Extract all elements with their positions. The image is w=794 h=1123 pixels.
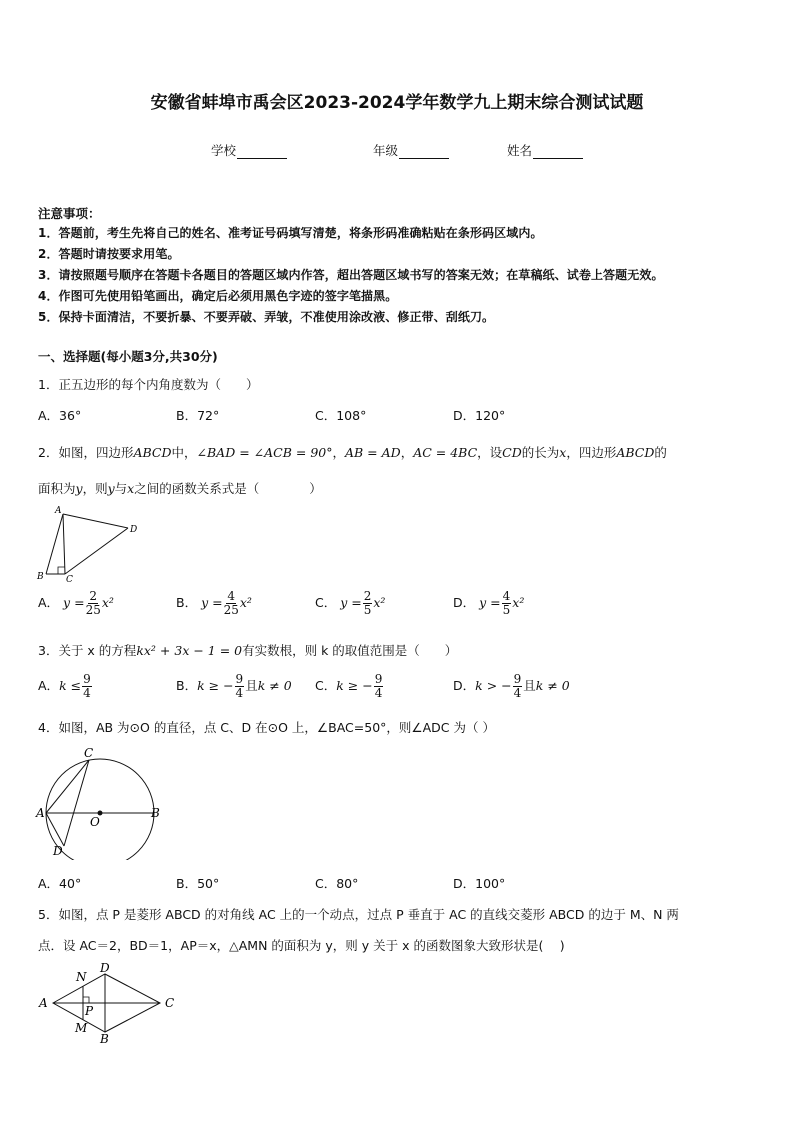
q4-option-c[interactable]: C．80°: [315, 876, 359, 891]
q2-label-c: C: [66, 575, 73, 584]
q3-text: 且: [245, 678, 258, 693]
q3-text: 且: [523, 678, 536, 693]
q2-edge-dc: [65, 528, 128, 574]
q5-right-angle-mark: [83, 997, 89, 1003]
q4-stem: 4．如图，AB 为⊙O 的直径，点 C、D 在⊙O 上，∠BAC=50°，则∠ADC 为（ ）: [38, 720, 495, 735]
option-letter: D．: [453, 678, 476, 693]
q2-opt-rhs: x²: [512, 595, 525, 610]
q4-label-d: D: [53, 844, 63, 858]
q2-text: ，四边形: [566, 445, 617, 460]
q1-option-a[interactable]: A．36°: [38, 408, 82, 423]
q2-edge-ab: [46, 514, 63, 574]
q5-label-p: P: [85, 1004, 94, 1018]
note-item: 3．请按照题号顺序在答题卡各题目的答题区域内作答，超出答题区域书写的答案无效；在草稿纸、试卷上答题无效。: [38, 268, 664, 282]
option-letter: B．: [176, 678, 198, 693]
q3-text: 有实数根，则 k 的取值范围是（ ）: [242, 643, 458, 658]
q1-option-c[interactable]: C．108°: [315, 408, 367, 423]
q3-equation: kx² + 3x − 1 = 0: [136, 643, 243, 658]
q2-math: AB = AD: [345, 445, 401, 460]
name-label: 姓名: [507, 143, 533, 158]
q4-chord-cd: [64, 760, 89, 846]
q5-stem-line1: 5．如图，点 P 是菱形 ABCD 的对角线 AC 上的一个动点，过点 P 垂直于 AC 的直线交菱形 ABCD 的边于 M、N 两: [38, 907, 679, 922]
q3-text: 3．关于 x 的方程: [38, 643, 137, 658]
numerator: 2: [89, 589, 98, 603]
option-letter: D．: [453, 595, 476, 610]
q4-option-d[interactable]: D．100°: [453, 876, 506, 891]
q2-text: ，则: [82, 481, 108, 496]
school-field[interactable]: [211, 141, 287, 159]
q2-text: 面积为: [38, 481, 76, 496]
note-item: 5．保持卡面清洁，不要折暴、不要弄破、弄皱，不准使用涂改液、修正带、刮纸刀。: [38, 310, 495, 324]
school-blank[interactable]: [237, 146, 287, 159]
denominator: 25: [223, 603, 239, 617]
denominator: 4: [83, 686, 91, 700]
q2-text: ，: [332, 445, 345, 460]
option-letter: C．: [315, 595, 337, 610]
option-letter: A．: [38, 678, 60, 693]
q2-opt-lhs: y =: [63, 595, 85, 610]
q2-option-b[interactable]: [176, 590, 252, 617]
q2-right-angle-mark: [58, 567, 65, 574]
q2-text: 中，: [171, 445, 197, 460]
q4-option-b[interactable]: B．50°: [176, 876, 220, 891]
q5-label-b: B: [100, 1032, 109, 1046]
option-letter: C．: [315, 678, 337, 693]
q1-option-b[interactable]: B．72°: [176, 408, 220, 423]
q2-option-d[interactable]: [453, 590, 524, 617]
q2-figure: [36, 504, 146, 584]
note-item: 2．答题时请按要求用笔。: [38, 247, 180, 261]
q2-math: y: [75, 481, 83, 496]
q3-math: k ≥ −: [197, 678, 234, 693]
fraction: [224, 590, 239, 617]
name-field[interactable]: [507, 141, 583, 159]
school-label: 学校: [211, 143, 237, 158]
numerator: 4: [227, 589, 236, 603]
note-item: 1．答题前，考生先将自己的姓名、准考证号码填写清楚，将条形码准确粘贴在条形码区域内。: [38, 226, 543, 240]
q2-text: 的: [654, 445, 667, 460]
q2-label-b: B: [37, 572, 44, 582]
grade-field[interactable]: [373, 141, 449, 159]
q2-label-d: D: [130, 525, 138, 535]
option-letter: B．: [176, 595, 198, 610]
numerator: 9: [83, 672, 91, 686]
fraction: [235, 673, 245, 700]
q5-label-a: A: [39, 996, 48, 1010]
q2-stem-line1: [38, 443, 667, 461]
q4-figure: [34, 742, 164, 860]
numerator: 9: [513, 672, 522, 686]
grade-label: 年级: [373, 143, 399, 158]
q1-stem: 1．正五边形的每个内角度数为（ ）: [38, 377, 259, 392]
denominator: 5: [502, 603, 511, 617]
q2-opt-lhs: y =: [340, 595, 362, 610]
q3-math: k ≤: [59, 678, 82, 693]
name-blank[interactable]: [533, 146, 583, 159]
q2-math: ABCD: [133, 445, 172, 460]
q2-text: 2．如图，四边形: [38, 445, 134, 460]
q5-stem-line2: 点．设 AC＝2，BD＝1，AP＝x，△AMN 的面积为 y，则 y 关于 x 的函数图象大致形状是( ): [38, 938, 565, 953]
q3-option-d[interactable]: [453, 673, 570, 700]
numerator: 4: [502, 589, 511, 603]
option-letter: A．: [38, 595, 60, 610]
q2-text: ，: [400, 445, 414, 460]
q2-stem-line2: [38, 479, 322, 497]
denominator: 25: [85, 603, 101, 617]
q2-edge-ad: [63, 514, 128, 528]
notes-heading: 注意事项：: [38, 206, 101, 221]
q3-option-b[interactable]: [176, 673, 292, 700]
exam-title: 安徽省蚌埠市禹会区2023-2024学年数学九上期末综合测试试题: [150, 93, 644, 113]
fraction: [363, 590, 373, 617]
q2-opt-rhs: x²: [101, 595, 114, 610]
fraction: [82, 673, 92, 700]
q2-opt-rhs: x²: [373, 595, 386, 610]
q3-stem: [38, 641, 457, 659]
q2-text: 与: [114, 481, 128, 496]
q5-label-c: C: [165, 996, 175, 1010]
q2-math: x: [559, 445, 567, 460]
q4-option-a[interactable]: A．40°: [38, 876, 82, 891]
fraction: [502, 590, 512, 617]
q2-option-c[interactable]: [315, 590, 385, 617]
q5-label-d: D: [100, 961, 110, 975]
q2-math: ∠BAD = ∠ACB = 90°: [196, 445, 333, 460]
q4-label-o: O: [90, 815, 100, 829]
q5-label-m: M: [75, 1021, 88, 1035]
q2-label-a: A: [55, 506, 62, 516]
q2-math: x: [127, 481, 135, 496]
denominator: 4: [235, 686, 244, 700]
q2-text: ，设: [477, 445, 503, 460]
q4-label-a: A: [36, 806, 45, 820]
q3-math: k ≠ 0: [535, 678, 570, 693]
q2-math: ABCD: [616, 445, 655, 460]
fraction: [374, 673, 384, 700]
q3-option-c[interactable]: [315, 673, 384, 700]
q2-option-a[interactable]: [38, 590, 114, 617]
q4-label-c: C: [84, 746, 94, 760]
numerator: 2: [363, 589, 372, 603]
denominator: 4: [374, 686, 383, 700]
q5-label-n: N: [76, 970, 87, 984]
note-item: 4．作图可先使用铅笔画出，确定后必须用黑色字迹的签字笔描黑。: [38, 289, 398, 303]
q4-label-b: B: [151, 806, 160, 820]
q2-math: y: [107, 481, 115, 496]
q2-opt-lhs: y =: [479, 595, 501, 610]
q3-option-a[interactable]: [38, 673, 93, 700]
denominator: 5: [363, 603, 372, 617]
q3-math: k ≠ 0: [257, 678, 292, 693]
section-heading: 一、选择题(每小题3分,共30分): [38, 349, 218, 364]
q1-option-d[interactable]: D．120°: [453, 408, 506, 423]
fraction: [86, 590, 101, 617]
denominator: 4: [513, 686, 522, 700]
q2-math: AC = 4BC: [413, 445, 478, 460]
numerator: 9: [235, 672, 244, 686]
q2-math: CD: [502, 445, 522, 460]
q5-figure: [36, 960, 186, 1046]
numerator: 9: [374, 672, 383, 686]
q3-math: k > −: [475, 678, 512, 693]
q3-math: k ≥ −: [336, 678, 373, 693]
q2-opt-lhs: y =: [201, 595, 223, 610]
grade-blank[interactable]: [399, 146, 449, 159]
fraction: [513, 673, 523, 700]
q2-opt-rhs: x²: [239, 595, 252, 610]
q2-text: 之间的函数关系式是（ ）: [134, 481, 322, 496]
q2-text: 的长为: [521, 445, 560, 460]
q2-edge-ac: [63, 514, 65, 574]
